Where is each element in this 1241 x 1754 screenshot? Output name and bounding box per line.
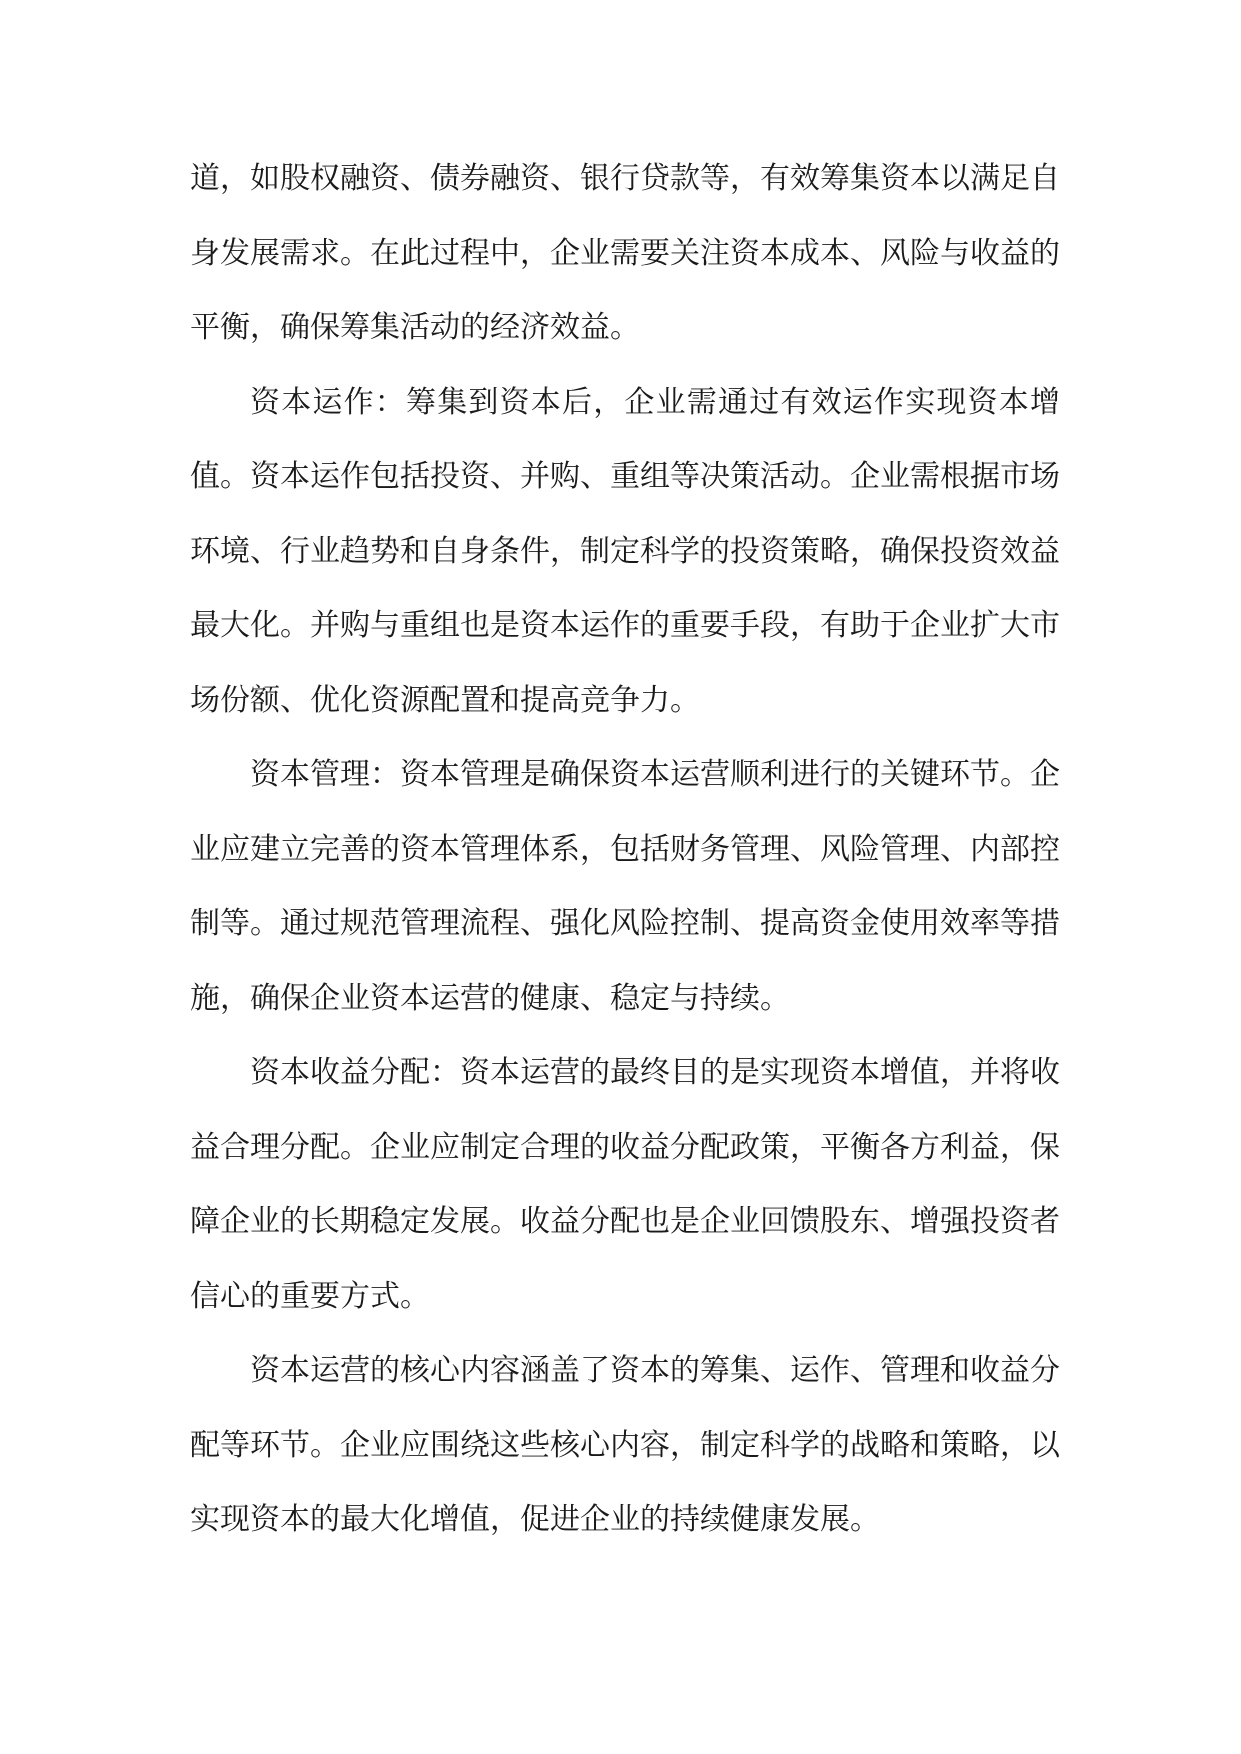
paragraph-profit-distribution: 资本收益分配：资本运营的最终目的是实现资本增值，并将收益合理分配。企业应制定合理的收益分配政策，平衡各方利益，保障企业的长期稳定发展。收益分配也是企业回馈股东、增强投资者信心的重要方式。 [190,1055,1060,1314]
paragraph-summary: 资本运营的核心内容涵盖了资本的筹集、运作、管理和收益分配等环节。企业应围绕这些核心内容，制定科学的战略和策略，以实现资本的最大化增值，促进企业的持续健康发展。 [190,1353,1060,1537]
paragraph-capital-raising-continued: 道，如股权融资、债券融资、银行贷款等，有效筹集资本以满足自身发展需求。在此过程中，企业需要关注资本成本、风险与收益的平衡，确保筹集活动的经济效益。 [190,161,1060,345]
paragraph-capital-operation: 资本运作：筹集到资本后，企业需通过有效运作实现资本增值。资本运作包括投资、并购、重组等决策活动。企业需根据市场环境、行业趋势和自身条件，制定科学的投资策略，确保投资效益最大化。并购与重组也是资本运作的重要手段，有助于企业扩大市场份额、优化资源配置和提高竞争力。 [190,384,1060,718]
paragraph-capital-management: 资本管理：资本管理是确保资本运营顺利进行的关键环节。企业应建立完善的资本管理体系，包括财务管理、风险管理、内部控制等。通过规范管理流程、强化风险控制、提高资金使用效率等措施，确保企业资本运营的健康、稳定与持续。 [190,757,1060,1016]
document-body [190,142,1060,1558]
